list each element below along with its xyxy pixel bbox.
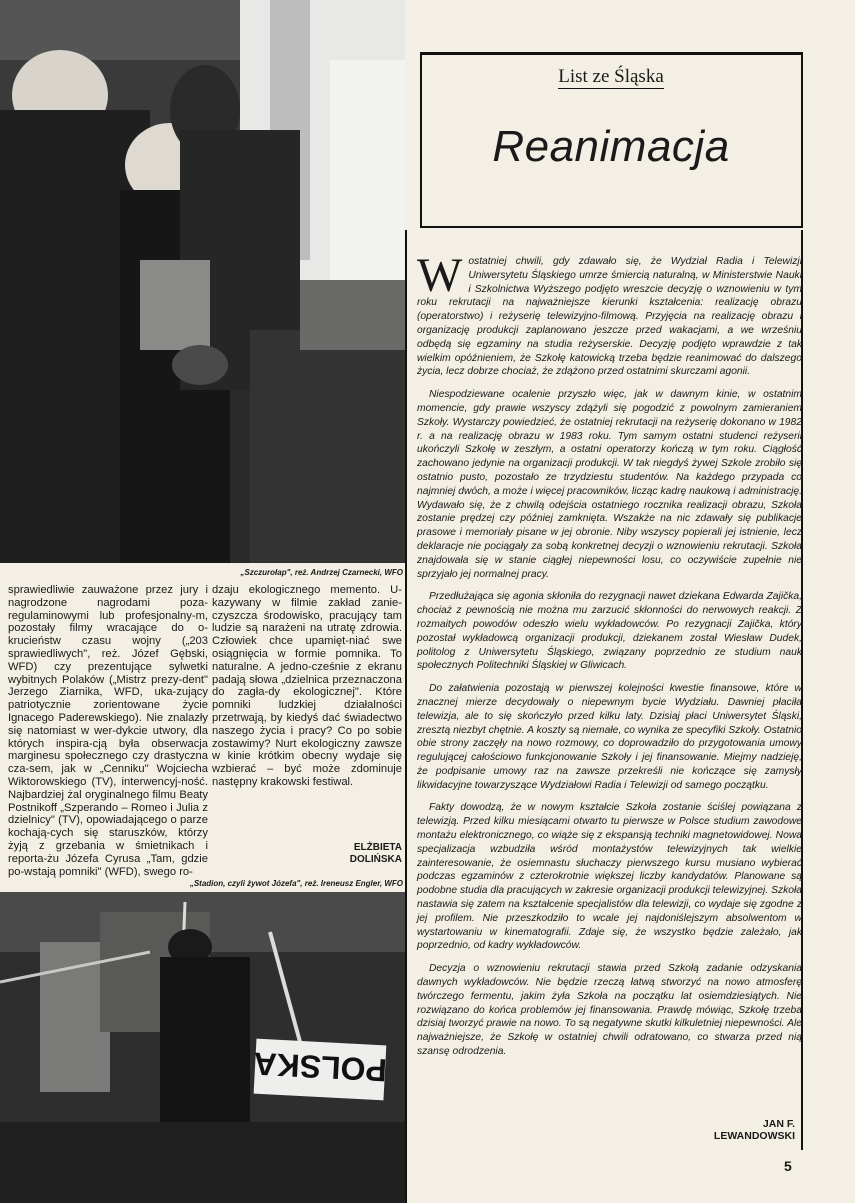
- author-right: [660, 1118, 795, 1142]
- article-paragraph-4: Do załatwienia pozostają w pierwszej kolejności kwestie finansowe, które w znacznej mierze decydowały o niepewnym bycie Wydziału. Dawniej płaciła telewizja, ale to się skończyło przed kilku laty. Dzisiaj płaci Uniwersytet Śląski, zresztą niezbyt chętnie. A koszty są niemałe, co wynika ze specyfiki Szkoły. Ostatnio obie strony zaczęły na nowo rozmowy, co doprowadziło do przygotowania umowy regulującej całościowo funkcjonowanie Szkoły i jej finansowanie. Miejmy nadzieję, że podpisanie umowy raz na zawsze przekreśli nie kończące się zamysły likwidacyjne towarzyszące Wydziałowi Radia i Telewizji od samego początku.: [417, 683, 802, 791]
- article-rule-left: [405, 230, 407, 1203]
- photo-szczurolap: [0, 0, 405, 563]
- sign-polska: POLSKA: [252, 1045, 388, 1089]
- photo-stadion: [0, 892, 405, 1203]
- article-paragraph-5: Fakty dowodzą, że w nowym kształcie Szkoła zostanie ściślej powiązana z telewizją. Przed kilku miesiącami otwarto tu pierwsze w Polsce studium zawodowe montażu elektronicznego, co wiąże się z ekspansją techniki magnetowidowej. Nowa specjalizacja wzbudziła wśród montażystów telewizyjnych tak wielkie zainteresowanie, że osiemnastu słuchaczy pierwszego kursu musiano wybierać podczas egzaminów z czterokrotnie większej liczby kandydatów. Planowane są podobne studia dla pracujących w zakresie organizacji produkcji telewizyjnej. Szkoła nastawia się zatem na kształcenie specjalistów dla telewizji, co wydaje się zgodne z jej profilem. Nie przeszkodziło to wcale jej najdoniślejszym absolwentom w wystartowaniu w kinematografii. Zdaje się, że wszystko będzie zależało, jak poprzednio, od kadry wykładowców.: [417, 802, 802, 952]
- article-paragraph-2: Niespodziewane ocalenie przyszło więc, jak w dawnym kinie, w ostatnim momencie, gdy prawie wszyscy zdążyli się pogodzić z powolnym zamieraniem Szkoły. Wystarczy powiedzieć, że ostatniej rekrutacji na reżyserię dokonano w 1982 r. a na realizację obrazu w 1983 roku. Tym samym ostatni studenci reżyserii ukończyli Szkołę w zeszłym, a ostatni operatorzy kończą w tym roku. Ciągłość zachowano jedynie na organizacji produkcji. W tak niegdyś żywej Szkole zrobiło się ostatnio pusto, pozostało ze trzydziestu studentów. Na każdego przypada co najmniej dwóch, a może i więcej pracowników, licząc kadrę naukową i administrację. Wydawało się, że z chwilą odejścia ostatniego rocznika realizacji obrazu, Szkoła zostanie prędzej czy później zamknięta. Wszakże na nic zdawały się publikacje prasowe i memoriały pisane w jej obronie. Niby wszyscy popierali jej istnienie, lecz deklaracje nie pociągały za sobą konkretnej decyzji o wznowieniu rekrutacji. Szkoła znajdowała się w stanie ciągłej niepewności losu, co oczywiście zupełnie nie sprzyjało jej normalnej pracy.: [417, 389, 802, 580]
- header-rule-top: [420, 52, 803, 55]
- article-paragraph-1: [417, 249, 802, 379]
- headline: Reanimacja: [492, 122, 730, 171]
- author-right-line1: JAN F.: [762, 1118, 795, 1130]
- left-column-1: sprawiedliwie zauważone przez jury i nagrodzone nagrodami poza-regulaminowymi lub profesjonalny-m, pozostały filmy wracające do o-krucieństw czasu wojny („203 sprawiedliwych", reż. Józef Gębski, WFD) czy prezentujące sylwetki wybitnych Polaków („Mistrz prezy-dent" Jerzego Ziarnika, WFD, uka-zujący patriotycznie zorientowane życie Ignacego Paderewskiego). Nie znalazły się natomiast w wer-dykcie utwory, dla których inspira-cją była obserwacja marginesu społecznego czy drastyczna cza-sem, jak w „Cenniku" Wojciecha Wiktorowskiego (TV), interwencyj-ność. Najbardziej żal oryginalnego filmu Beaty Postnikoff „Szperando – Romeo i Julia z dzielnicy" (TV), opowiadającego o parze kochają-cych się staruszków, którzy żyją z grzebania w śmietnikach i reporta-żu Józefa Cyrusa „Tam, gdzie po-wstają pomniki" (WFD), swego ro-: [8, 584, 208, 878]
- photo-caption-bottom: „Stadion, czyli żywot Józefa", reż. Ireneusz Engler, WFO: [189, 879, 403, 888]
- author-left-line2: DOLIŃSKA: [349, 854, 402, 865]
- header-rule-bottom: [420, 226, 803, 228]
- section-title: [420, 66, 802, 88]
- author-right-line2: LEWANDOWSKI: [713, 1130, 795, 1142]
- article-paragraph-6: Decyzja o wznowieniu rekrutacji stawia przed Szkołą zadanie odzyskania dawnych wykładowców. Nie będzie rzeczą łatwą stworzyć na nowo atmosferę twórczego fermentu, jakim żyła Szkoła na początku lat osiemdziesiątych. Nie rozwiązano do końca problemów jej finansowania. Prawdę mówiąc, Szkołę trzeba dzisiaj tworzyć prawie na nowo. To są negatywne skutki kilkuletniej niepewności. Ale najważniejsze, że Szkołę w ostatniej chwili odratowano, co stwarza przed nią szansę odrodzenia.: [417, 963, 802, 1058]
- page-number: 5: [784, 1158, 792, 1174]
- author-left-line1: ELŻBIETA: [353, 842, 402, 853]
- photo-caption-top: „Szczurołap", reż. Andrzej Czarnecki, WFO: [240, 568, 403, 577]
- article-paragraph-3: Przedłużająca się agonia skłoniła do rezygnacji nawet dziekana Edwarda Zajička, chociaż z pewnością nie można mu zarzucić skłonności do nerwowych reakcji. Z rozmaitych powodów odeszło wielu wykładowców. Po rezygnacji Zajička, który pozostał wykładowcą organizacji produkcji, dziekanem został Wiesław Dudek, politolog z Uniwersytetu Śląskiego, związany poprzednio ze studium nauk społecznych Politechniki Śląskiej w Gliwicach.: [417, 591, 802, 672]
- article-body: [417, 249, 802, 1068]
- left-column-2: dzaju ekologicznego memento. U-kazywany w filmie zakład zanie-czyszcza środowisko, pracujący tam ludzie są narażeni na utratę zdrowia. Człowiek chce upamięt-niać swe osiągnięcia w formie pomnika. To naturalne. A jedno-cześnie z ekranu padają słowa „dzielnica przeznaczona do zagła-dy ekologicznej". Które pomniki ludzkiej działalności przetrwają, by kiedyś dać świadectwo naszego życia i pracy? Co po sobie zostawimy? Nurt ekologiczny zawsze w kinie krótkim obecny wydaje się wzbierać – być może zdominuje następny krakowski festiwal.: [212, 584, 402, 788]
- section-title-text: List ze Śląska: [558, 66, 664, 87]
- dropcap: W: [417, 249, 463, 302]
- author-left: [300, 842, 402, 866]
- article-p1-text: ostatniej chwili, gdy zdawało się, że Wydział Radia i Telewizji Uniwersytetu Śląskiego umrze śmiercią naturalną, w Ministerstwie Nauki i Szkolnictwa Wyższego podjęto wreszcie decyzję o wznowieniu w tym roku rekrutacji na najważniejsze kierunki kształcenia: realizację obrazu (operatorstwo) i reżyserię telewizyjno-filmową. Przyjęcia na realizację obrazu i organizację produkcji zaplanowano jeszcze przed wakacjami, a we wrześniu odbędą się egzaminy na studia reżyserskie. Decyzję podjęto wprawdzie z tak wielkim opóźnieniem, że Szkołę katowicką trzeba będzie reanimować do dalszego życia, lecz dobrze chociaż, że zdążono przed ostatnimi skurczami agonii.: [417, 256, 802, 378]
